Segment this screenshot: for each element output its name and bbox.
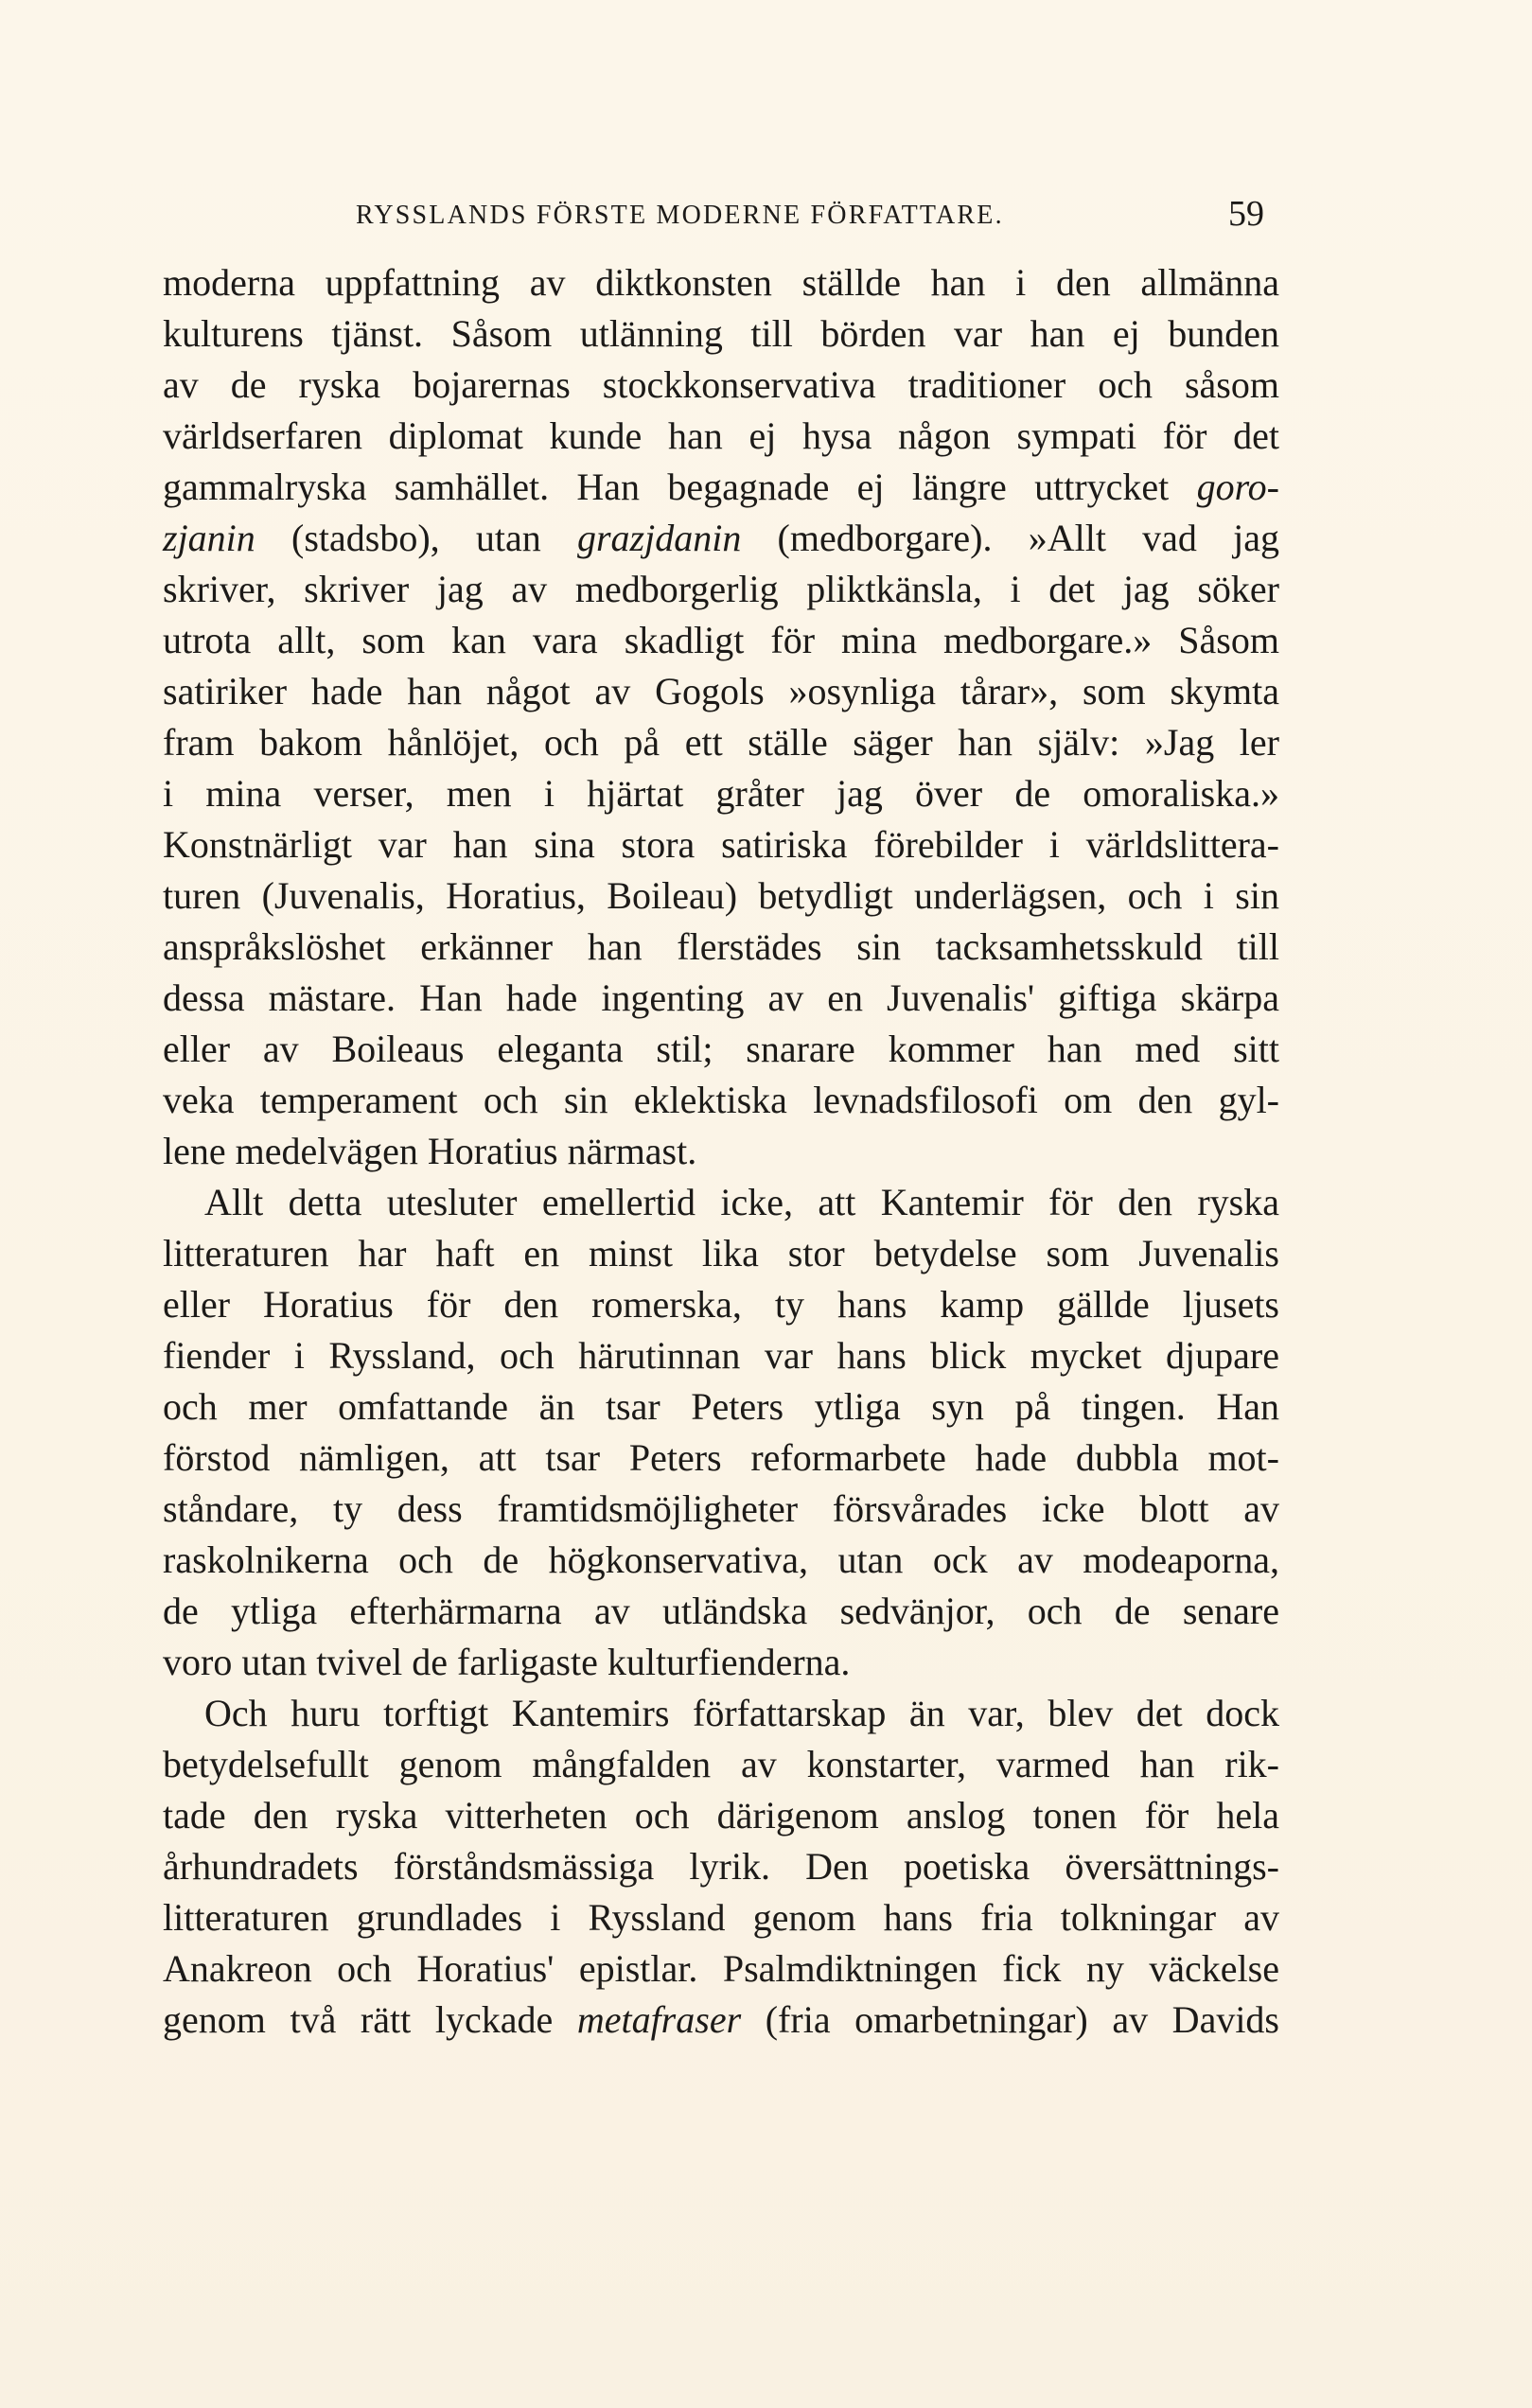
text-line: världserfaren diplomat kunde han ej hysa någon sympati för det xyxy=(163,414,1279,457)
text-line: fiender i Ryssland, och härutinnan var hans blick mycket djupare xyxy=(163,1334,1279,1377)
text-line: eller av Boileaus eleganta stil; snarare kommer han med sitt xyxy=(163,1028,1279,1070)
page-header xyxy=(163,185,1272,242)
text-line: utrota allt, som kan vara skadligt för mina medborgare.» Såsom xyxy=(163,619,1279,661)
text-line: av de ryska bojarernas stockkonservativa traditioner och såsom xyxy=(163,363,1279,406)
text-line: Konstnärligt var han sina stora satiriska förebilder i världslittera- xyxy=(163,823,1279,866)
text-line: förstod nämligen, att tsar Peters reformarbete hade dubbla mot- xyxy=(163,1436,1279,1479)
italic-term: metafraser xyxy=(576,1998,742,2041)
italic-term: goro- xyxy=(1196,466,1279,508)
text-line: skriver, skriver jag av medborgerlig pliktkänsla, i det jag söker xyxy=(163,568,1279,610)
text-line: anspråkslöshet erkänner han flerstädes sin tacksamhetsskuld till xyxy=(163,925,1279,968)
text-line: veka temperament och sin eklektiska levnadsfilosofi om den gyl- xyxy=(163,1079,1279,1121)
text-line: i mina verser, men i hjärtat gråter jag över de omoraliska.» xyxy=(163,772,1279,815)
text-line: och mer omfattande än tsar Peters ytliga syn på tingen. Han xyxy=(163,1385,1279,1428)
text-line: raskolnikerna och de högkonservativa, utan ock av modeaporna, xyxy=(163,1538,1279,1581)
text-line: litteraturen grundlades i Ryssland genom hans fria tolkningar av xyxy=(163,1896,1279,1939)
italic-term: zjanin xyxy=(163,517,255,559)
text-line: tade den ryska vitterheten och därigenom anslog tonen för hela xyxy=(163,1794,1279,1837)
paragraph-start-line: Och huru torftigt Kantemirs författarskap än var, blev det dock xyxy=(204,1692,1279,1734)
text-line: gammalryska samhället. Han begagnade ej längre uttrycket goro- xyxy=(163,466,1279,508)
text-line: lene medelvägen Horatius närmast. xyxy=(163,1130,697,1172)
paragraph-start-line: Allt detta utesluter emellertid icke, att Kantemir för den ryska xyxy=(204,1181,1279,1223)
text-line: litteraturen har haft en minst lika stor betydelse som Juvenalis xyxy=(163,1232,1279,1274)
text-line: de ytliga efterhärmarna av utländska sedvänjor, och de senare xyxy=(163,1590,1279,1632)
text-line: ståndare, ty dess framtidsmöjligheter försvårades icke blott av xyxy=(163,1487,1279,1530)
text-line: moderna uppfattning av diktkonsten ställde han i den allmänna xyxy=(163,261,1279,304)
running-head: RYSSLANDS FÖRSTE MODERNE FÖRFATTARE. xyxy=(356,201,1004,230)
body-text xyxy=(163,257,1279,2046)
text-line: dessa mästare. Han hade ingenting av en Juvenalis' giftiga skärpa xyxy=(163,976,1279,1019)
text-line: satiriker hade han något av Gogols »osynliga tårar», som skymta xyxy=(163,670,1279,712)
text-line: genom två rätt lyckade metafraser (fria omarbetningar) av Davids xyxy=(163,1998,1279,2041)
text-line: eller Horatius för den romerska, ty hans kamp gällde ljusets xyxy=(163,1283,1279,1326)
text-line: kulturens tjänst. Såsom utlänning till börden var han ej bunden xyxy=(163,312,1279,355)
text-line: århundradets förståndsmässiga lyrik. Den poetiska översättnings- xyxy=(163,1845,1279,1888)
text-line: betydelsefullt genom mångfalden av konstarter, varmed han rik- xyxy=(163,1743,1279,1785)
text-line: Anakreon och Horatius' epistlar. Psalmdiktningen fick ny väckelse xyxy=(163,1947,1279,1990)
text-line: voro utan tvivel de farligaste kulturfienderna. xyxy=(163,1641,851,1683)
text-line: zjanin (stadsbo), utan grazjdanin (medborgare). »Allt vad jag xyxy=(163,517,1279,559)
text-line: fram bakom hånlöjet, och på ett ställe säger han själv: »Jag ler xyxy=(163,721,1279,764)
page-number: 59 xyxy=(1228,194,1264,234)
italic-term: grazjdanin xyxy=(576,517,742,559)
text-line: turen (Juvenalis, Horatius, Boileau) betydligt underlägsen, och i sin xyxy=(163,874,1279,917)
